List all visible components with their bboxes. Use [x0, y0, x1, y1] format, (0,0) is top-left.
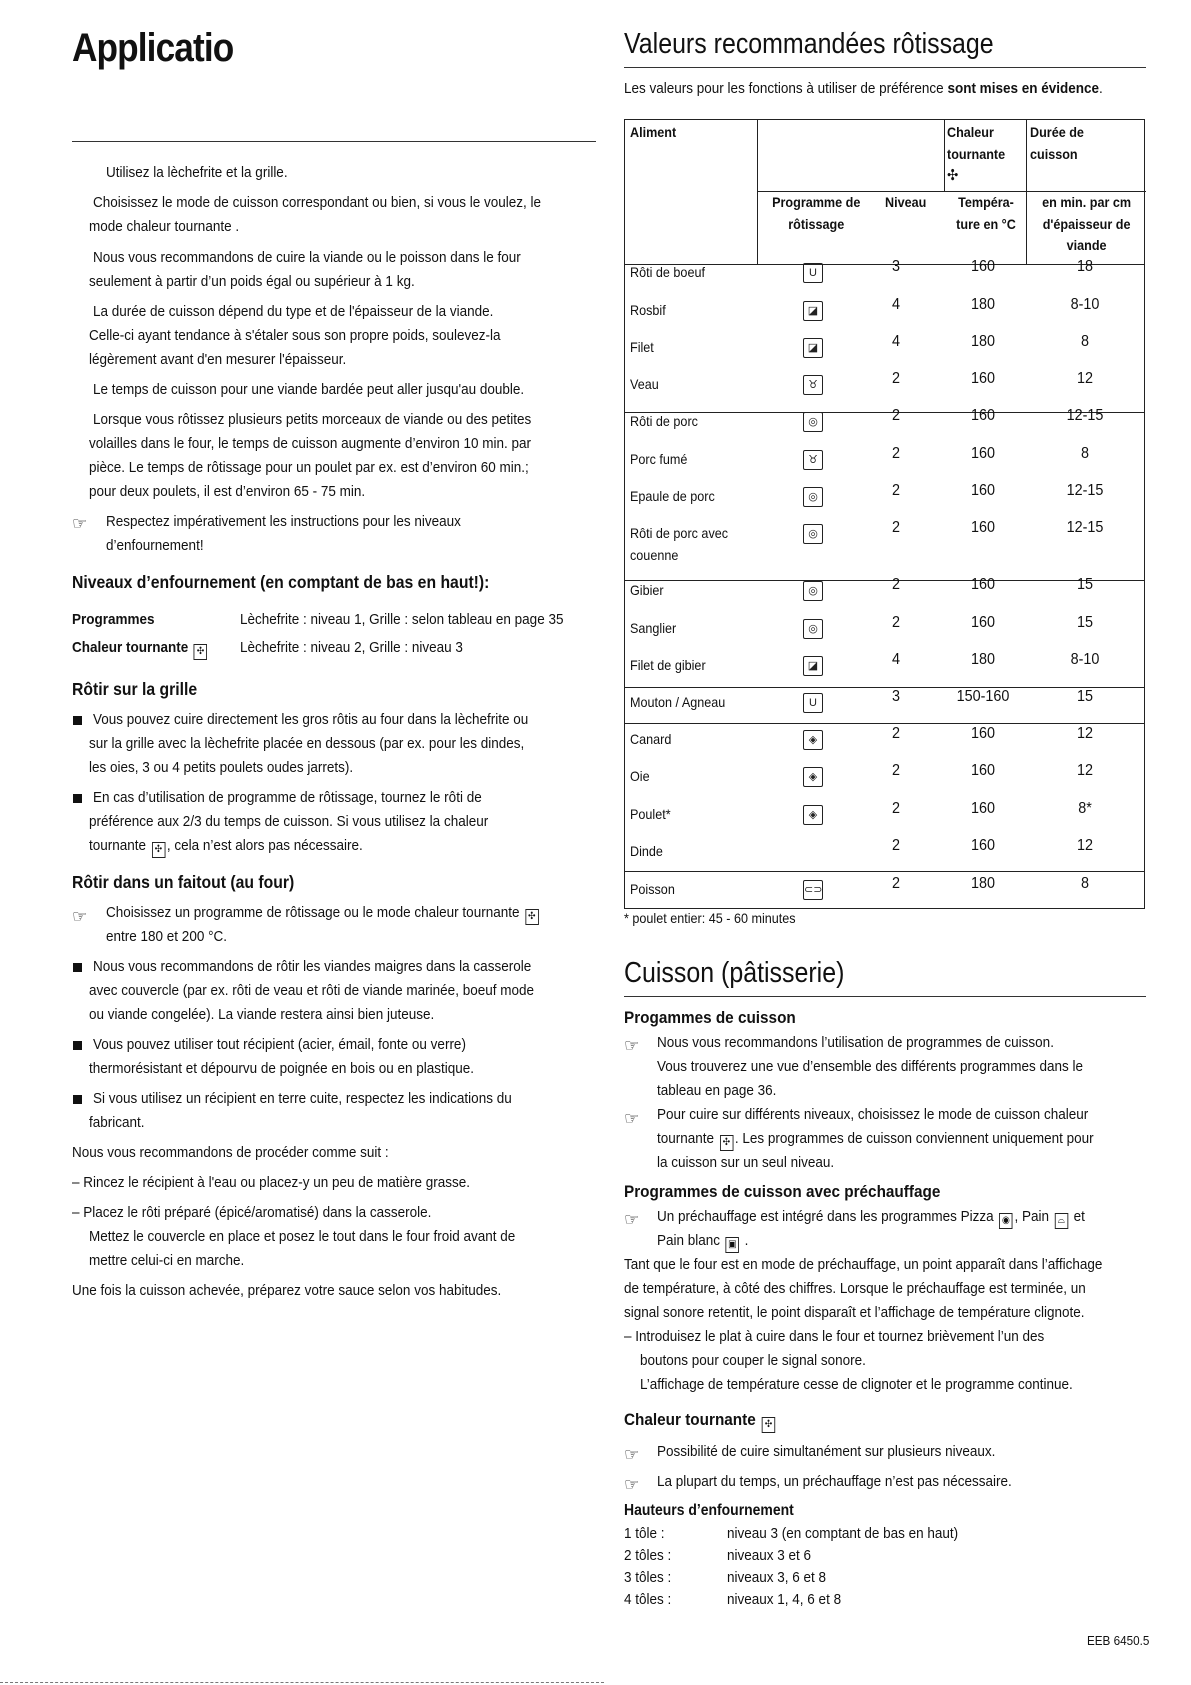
- veal-icon: ♉: [803, 375, 823, 395]
- cell-aliment: Filet: [630, 339, 654, 355]
- cell-aliment: Poisson: [630, 881, 675, 897]
- pointing-hand-icon: ☞: [72, 907, 88, 926]
- pointing-hand-icon: ☞: [624, 1109, 640, 1128]
- table-vline: [1026, 120, 1027, 264]
- pork-icon: ◎: [803, 619, 823, 639]
- page-title: Applicatio: [72, 26, 234, 70]
- text-line: tableau en page 36.: [657, 1082, 777, 1099]
- cell-niveau: 2: [891, 762, 901, 779]
- cell-duree: 12: [1076, 725, 1094, 742]
- cell-niveau: 2: [891, 482, 901, 499]
- roast-icon: ◪: [803, 338, 823, 358]
- text-line: préférence aux 2/3 du temps de cuisson. Si vous utilisez la chaleur: [89, 813, 489, 830]
- text-line: thermorésistant et dépourvu de poignée en bois ou en plastique.: [89, 1060, 475, 1077]
- bullet: [73, 963, 82, 972]
- section-title-valeurs: Valeurs recommandées rôtissage: [624, 28, 994, 60]
- roasting-table: [624, 119, 1145, 909]
- prog-text: Lèchefrite : niveau 1, Grille : selon tableau en page 35: [240, 611, 564, 628]
- text-line: Une fois la cuisson achevée, préparez votre sauce selon vos habitudes.: [72, 1282, 502, 1299]
- fan-icon: ✣: [152, 842, 166, 858]
- cell-niveau: 2: [891, 370, 901, 387]
- text-line: La durée de cuisson dépend du type et de l'épaisseur de la viande.: [93, 303, 494, 320]
- text-line: Respectez impérativement les instructions pour les niveaux: [106, 513, 461, 530]
- cell-niveau: 2: [891, 445, 901, 462]
- cell-niveau: 2: [891, 837, 901, 854]
- text-line: Vous trouverez une vue d’ensemble des différents programmes dans le: [657, 1058, 1083, 1075]
- pointing-hand-icon: ☞: [72, 514, 88, 533]
- cell-niveau: 3: [891, 258, 901, 275]
- cell-niveau: 2: [891, 407, 901, 424]
- text-line: mettre celui-ci en marche.: [89, 1252, 245, 1269]
- cell-temp: 180: [970, 651, 996, 668]
- text-line: ou viande congelée). La viande restera ainsi bien juteuse.: [89, 1006, 435, 1023]
- hauteur-label: 1 tôle :: [624, 1525, 665, 1542]
- text-line: Un préchauffage est intégré dans les programmes Pizza ◉ , Pain ⌓ et: [657, 1205, 1085, 1230]
- cell-temp: 160: [970, 614, 996, 631]
- divider: [0, 1682, 604, 1683]
- pork-icon: ◎: [803, 581, 823, 601]
- text-line: En cas d’utilisation de programme de rôtissage, tournez le rôti de: [93, 789, 482, 806]
- text-line: Pour cuire sur différents niveaux, choisissez le mode de cuisson chaleur: [657, 1106, 1089, 1123]
- heading-progs: Progammes de cuisson: [624, 1008, 796, 1027]
- hauteur-label: 4 tôles :: [624, 1591, 672, 1608]
- th-duree: Durée de cuisson: [1030, 124, 1084, 162]
- fan-icon: ✣: [194, 644, 208, 660]
- th-programme: Programme de rôtissage: [772, 194, 861, 232]
- cell-duree: 8: [1080, 875, 1090, 892]
- text-line: Nous vous recommandons de cuire la viande ou le poisson dans le four: [93, 249, 521, 266]
- cell-aliment: Oie: [630, 768, 650, 784]
- cell-duree: 12-15: [1066, 407, 1104, 424]
- text-line: – Rincez le récipient à l'eau ou placez-y un peu de matière grasse.: [72, 1174, 471, 1191]
- text-line: tournante ✣ , cela n’est alors pas nécessaire.: [89, 834, 363, 859]
- cell-duree: 12-15: [1066, 482, 1104, 499]
- text-line: mode chaleur tournante .: [89, 218, 240, 235]
- bread-icon: ⌓: [1055, 1213, 1069, 1229]
- poultry-icon: ◈: [803, 805, 823, 825]
- heading-niveaux: Niveaux d’enfournement (en comptant de bas en haut!):: [72, 572, 490, 592]
- roast-icon: ◪: [803, 656, 823, 676]
- text-line: d’enfournement!: [106, 537, 204, 554]
- cell-temp: 180: [970, 296, 996, 313]
- pot-icon: U: [803, 693, 823, 713]
- cell-duree: 15: [1076, 576, 1094, 593]
- pork-icon: ◎: [803, 487, 823, 507]
- pointing-hand-icon: ☞: [624, 1475, 640, 1494]
- cell-niveau: 4: [891, 333, 901, 350]
- text-line: Nous vous recommandons de procéder comme suit :: [72, 1144, 389, 1161]
- cell-duree: 15: [1076, 614, 1094, 631]
- hauteur-label: 2 tôles :: [624, 1547, 672, 1564]
- heading-prechauffage: Programmes de cuisson avec préchauffage: [624, 1182, 941, 1201]
- cell-duree: 12: [1076, 370, 1094, 387]
- pointing-hand-icon: ☞: [624, 1445, 640, 1464]
- table-hline: [625, 723, 1144, 724]
- heading-grille: Rôtir sur la grille: [72, 679, 198, 699]
- cell-temp: 160: [970, 445, 996, 462]
- th-minutes: en min. par cm d'épaisseur de viande: [1042, 194, 1132, 253]
- text-line: pour deux poulets, il est d’environ 65 - 75 min.: [89, 483, 366, 500]
- text-line: Possibilité de cuire simultanément sur plusieurs niveaux.: [657, 1443, 996, 1460]
- pointing-hand-icon: ☞: [624, 1036, 640, 1055]
- cell-niveau: 2: [891, 519, 901, 536]
- th-chaleur: Chaleur tournante ✣: [947, 124, 1006, 184]
- cell-temp: 180: [970, 875, 996, 892]
- cell-aliment: Canard: [630, 731, 672, 747]
- table-vline: [757, 120, 758, 264]
- cell-duree: 15: [1076, 688, 1094, 705]
- bullet: [73, 1041, 82, 1050]
- cell-temp: 160: [970, 800, 996, 817]
- text-line: fabricant.: [89, 1114, 145, 1131]
- poultry-icon: ◈: [803, 767, 823, 787]
- cell-aliment: Rôti de porc avec couenne: [630, 525, 729, 563]
- fan-icon: ✣: [525, 909, 539, 925]
- th-temperature: Tempéra- ture en °C: [956, 194, 1016, 232]
- text-line: Pain blanc ▣ .: [657, 1229, 748, 1254]
- hauteur-value: niveaux 1, 4, 6 et 8: [727, 1591, 842, 1608]
- text-line: sur la grille avec la lèchefrite placée en dessous (par ex. pour les dindes,: [89, 735, 525, 752]
- cell-niveau: 2: [891, 614, 901, 631]
- text-line: seulement à partir d’un poids égal ou supérieur à 1 kg.: [89, 273, 415, 290]
- cell-niveau: 2: [891, 875, 901, 892]
- text-line: Choisissez le mode de cuisson correspondant ou bien, si vous le voulez, le: [93, 194, 542, 211]
- fan-icon: ✣: [947, 167, 959, 184]
- cell-aliment: Epaule de porc: [630, 488, 715, 504]
- cell-niveau: 2: [891, 576, 901, 593]
- text-line: Tant que le four est en mode de préchauffage, un point apparaît dans l’affichage: [624, 1256, 1103, 1273]
- hauteur-value: niveaux 3, 6 et 8: [727, 1569, 827, 1586]
- th-aliment: Aliment: [630, 124, 677, 140]
- cell-aliment: Dinde: [630, 843, 663, 859]
- cell-aliment: Sanglier: [630, 620, 677, 636]
- text-line: Nous vous recommandons l’utilisation de programmes de cuisson.: [657, 1034, 1054, 1051]
- cell-duree: 12-15: [1066, 519, 1104, 536]
- cell-temp: 160: [970, 482, 996, 499]
- page-footer-code: EEB 6450.5: [1086, 1633, 1149, 1648]
- hauteur-value: niveaux 3 et 6: [727, 1547, 812, 1564]
- veal-icon: ♉: [803, 450, 823, 470]
- text-line: L’affichage de température cesse de clignoter et le programme continue.: [640, 1376, 1073, 1393]
- divider: [72, 141, 596, 142]
- cell-aliment: Veau: [630, 376, 659, 392]
- chal-label: Chaleur tournante ✣: [72, 636, 209, 661]
- white-bread-icon: ▣: [726, 1237, 740, 1253]
- subtitle: Les valeurs pour les fonctions à utiliser de préférence sont mises en évidence.: [624, 80, 1103, 97]
- cell-aliment: Porc fumé: [630, 451, 688, 467]
- text-line: Vous pouvez utiliser tout récipient (acier, émail, fonte ou verre): [93, 1036, 466, 1053]
- fan-icon: ✣: [762, 1417, 776, 1433]
- cell-niveau: 4: [891, 651, 901, 668]
- cell-duree: 8-10: [1070, 296, 1100, 313]
- cell-temp: 160: [970, 837, 996, 854]
- fish-icon: ⊂⊃: [803, 880, 823, 900]
- hauteur-label: 3 tôles :: [624, 1569, 672, 1586]
- cell-duree: 12: [1076, 837, 1094, 854]
- cell-duree: 8: [1080, 445, 1090, 462]
- text-line: Lorsque vous rôtissez plusieurs petits morceaux de viande ou des petites: [93, 411, 532, 428]
- bullet: [73, 716, 82, 725]
- roast-icon: ◪: [803, 301, 823, 321]
- cell-temp: 150-160: [956, 688, 1010, 705]
- cell-temp: 160: [970, 258, 996, 275]
- text-line: La plupart du temps, un préchauffage n’est pas nécessaire.: [657, 1473, 1012, 1490]
- pork-icon: ◎: [803, 412, 823, 432]
- cell-duree: 8*: [1078, 800, 1092, 817]
- pot-icon: U: [803, 263, 823, 283]
- prog-label: Programmes: [72, 611, 155, 628]
- text-line: les oies, 3 ou 4 petits poulets oudes jarrets).: [89, 759, 354, 776]
- cell-aliment: Rôti de boeuf: [630, 264, 705, 280]
- cell-aliment: Rosbif: [630, 302, 666, 318]
- cell-aliment: Gibier: [630, 582, 664, 598]
- text-line: – Placez le rôti préparé (épicé/aromatisé) dans la casserole.: [72, 1204, 432, 1221]
- text-line: la cuisson sur un seul niveau.: [657, 1154, 835, 1171]
- cell-temp: 160: [970, 370, 996, 387]
- cell-aliment: Poulet*: [630, 806, 671, 822]
- text-line: de température, à côté des chiffres. Lorsque le préchauffage est terminée, un: [624, 1280, 1086, 1297]
- text-line: Vous pouvez cuire directement les gros rôtis au four dans la lèchefrite ou: [93, 711, 529, 728]
- th-niveau: Niveau: [885, 194, 927, 210]
- cell-duree: 8-10: [1070, 651, 1100, 668]
- text-line: Choisissez un programme de rôtissage ou le mode chaleur tournante ✣: [106, 901, 540, 926]
- cell-temp: 160: [970, 725, 996, 742]
- text-line: Le temps de cuisson pour une viande bardée peut aller jusqu'au double.: [93, 381, 525, 398]
- text-line: Utilisez la lèchefrite et la grille.: [106, 164, 288, 181]
- hauteur-value: niveau 3 (en comptant de bas en haut): [727, 1525, 959, 1542]
- table-vline: [944, 120, 945, 191]
- bullet: [73, 1095, 82, 1104]
- cell-temp: 180: [970, 333, 996, 350]
- heading-hauteurs: Hauteurs d’enfournement: [624, 1502, 794, 1519]
- heading-chaleur: Chaleur tournante ✣: [624, 1410, 777, 1433]
- chal-text: Lèchefrite : niveau 2, Grille : niveau 3: [240, 639, 463, 656]
- text-line: Celle-ci ayant tendance à s'étaler sous son propre poids, soulevez-la: [89, 327, 501, 344]
- section-title-cuisson: Cuisson (pâtisserie): [624, 957, 845, 989]
- cell-temp: 160: [970, 762, 996, 779]
- text-line: entre 180 et 200 °C.: [106, 928, 227, 945]
- table-hline: [625, 871, 1144, 872]
- text-line: volailles dans le four, le temps de cuisson augmente d’environ 10 min. par: [89, 435, 532, 452]
- cell-duree: 12: [1076, 762, 1094, 779]
- text-line: tournante ✣ . Les programmes de cuisson conviennent uniquement pour: [657, 1127, 1094, 1152]
- cell-niveau: 4: [891, 296, 901, 313]
- bullet: [73, 794, 82, 803]
- cell-niveau: 3: [891, 688, 901, 705]
- text-line: Mettez le couvercle en place et posez le tout dans le four froid avant de: [89, 1228, 516, 1245]
- text-line: pièce. Le temps de rôtissage pour un poulet par ex. est d’environ 60 min.;: [89, 459, 529, 476]
- text-line: légèrement avant d'en mesurer l'épaisseur.: [89, 351, 347, 368]
- cell-duree: 8: [1080, 333, 1090, 350]
- text-line: – Introduisez le plat à cuire dans le four et tournez brièvement l’un des: [624, 1328, 1045, 1345]
- pointing-hand-icon: ☞: [624, 1210, 640, 1229]
- cell-temp: 160: [970, 576, 996, 593]
- text-line: Nous vous recommandons de rôtir les viandes maigres dans la casserole: [93, 958, 532, 975]
- table-footnote: * poulet entier: 45 - 60 minutes: [624, 910, 796, 926]
- cell-duree: 18: [1076, 258, 1094, 275]
- cell-aliment: Rôti de porc: [630, 413, 698, 429]
- pork-icon: ◎: [803, 524, 823, 544]
- cell-temp: 160: [970, 519, 996, 536]
- cell-aliment: Filet de gibier: [630, 657, 706, 673]
- fan-icon: ✣: [720, 1135, 734, 1151]
- heading-faitout: Rôtir dans un faitout (au four): [72, 872, 295, 892]
- cell-temp: 160: [970, 407, 996, 424]
- poultry-icon: ◈: [803, 730, 823, 750]
- cell-niveau: 2: [891, 800, 901, 817]
- pizza-icon: ◉: [999, 1213, 1013, 1229]
- text-line: boutons pour couper le signal sonore.: [640, 1352, 866, 1369]
- divider: [624, 67, 1146, 68]
- text-line: avec couvercle (par ex. rôti de veau et rôti de viande marinée, boeuf mode: [89, 982, 535, 999]
- divider: [624, 996, 1146, 997]
- cell-niveau: 2: [891, 725, 901, 742]
- text-line: Si vous utilisez un récipient en terre cuite, respectez les indications du: [93, 1090, 512, 1107]
- cell-aliment: Mouton / Agneau: [630, 694, 726, 710]
- text-line: signal sonore retentit, le point disparaît et l’affichage de température clignote.: [624, 1304, 1085, 1321]
